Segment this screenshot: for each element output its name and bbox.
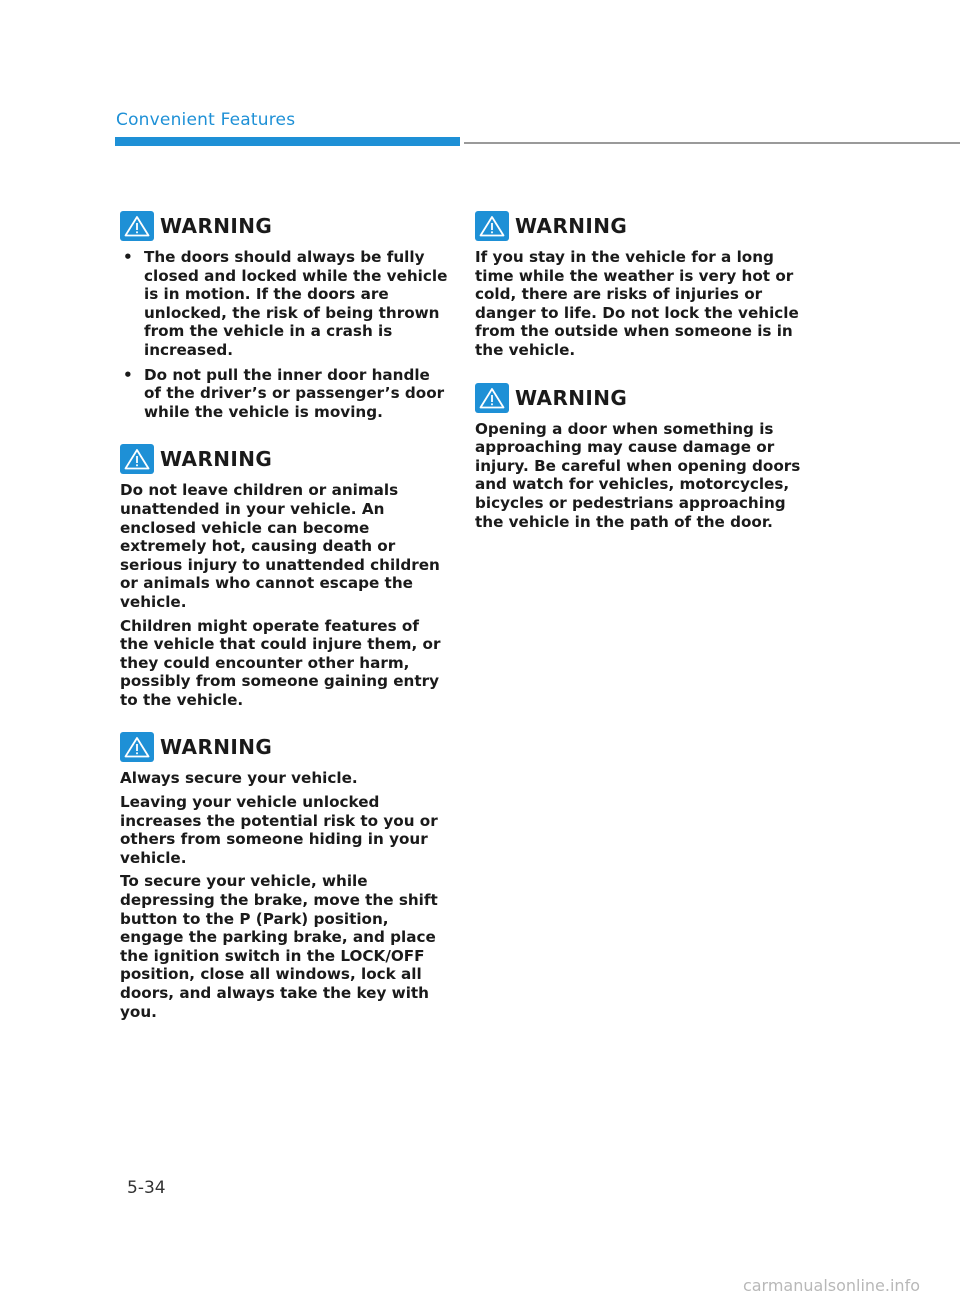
list-item [120, 366, 450, 422]
warning-title: WARNING [515, 214, 628, 238]
warning-title: WARNING [160, 447, 273, 472]
warning-paragraph: Leaving your vehicle unlocked increases the potential risk to you or others from someone hiding in your vehicle. [120, 793, 438, 867]
warning-triangle-icon [120, 444, 154, 474]
bullet-marker: • [123, 248, 133, 266]
warning-triangle-icon [120, 732, 154, 762]
warning-block [120, 443, 450, 709]
section-title: Convenient Features [116, 110, 296, 130]
warning-paragraph: Do not leave children or animals unattended in your vehicle. An enclosed vehicle can become extremely hot, causing death or serious injury to unattended children or animals who cannot escape the vehicle. [120, 481, 440, 611]
warning-triangle-icon [475, 211, 509, 241]
warning-header [475, 382, 805, 414]
warning-paragraph: To secure your vehicle, while depressing the brake, move the shift button to the P (Park) position, engage the parking brake, and place the ignition switch in the LOCK/OFF position, close all windows, lock all doors, and always take the key with you. [120, 872, 438, 1021]
warning-paragraph: Opening a door when something is approaching may cause damage or injury. Be careful when opening doors and watch for vehicles, motorcycles, bicycles or pedestrians approaching the vehicle in the path of the door. [475, 419, 801, 531]
warning-triangle-icon [120, 211, 154, 241]
warning-header [120, 443, 450, 475]
left-column [120, 210, 450, 1043]
warning-title: WARNING [160, 735, 273, 760]
watermark: carmanualsonline.info [742, 1276, 920, 1295]
warning-block [120, 210, 450, 421]
warning-block [475, 210, 805, 360]
header-accent-bar [115, 137, 460, 146]
list-item-text: Do not pull the inner door handle of the driver’s or passenger’s door while the vehicle is moving. [144, 365, 445, 421]
warning-title: WARNING [515, 385, 628, 410]
list-item-text: The doors should always be fully closed and locked while the vehicle is in motion. If the doors are unlocked, the risk of being thrown from the vehicle in a crash is increased. [144, 248, 448, 359]
warning-bullet-list [120, 248, 450, 421]
warning-header [120, 210, 450, 242]
warning-paragraph: Always secure your vehicle. [120, 769, 358, 788]
warning-header [475, 210, 805, 242]
list-item [120, 248, 450, 360]
warning-block [475, 382, 805, 532]
warning-paragraph: Children might operate features of the vehicle that could injure them, or they could encounter other harm, possibly from someone gaining entry to the vehicle. [120, 616, 441, 709]
warning-block [120, 731, 450, 1021]
warning-header [120, 731, 450, 763]
warning-title: WARNING [160, 214, 273, 238]
bullet-marker: • [123, 365, 133, 384]
right-column [475, 210, 805, 553]
warning-triangle-icon [475, 383, 509, 413]
header-rule [464, 142, 960, 144]
warning-paragraph: If you stay in the vehicle for a long time while the weather is very hot or cold, there are risks of injuries or danger to life. Do not lock the vehicle from the outside when someone is in the vehicle. [475, 248, 799, 359]
page-number: 5-34 [127, 1178, 166, 1198]
